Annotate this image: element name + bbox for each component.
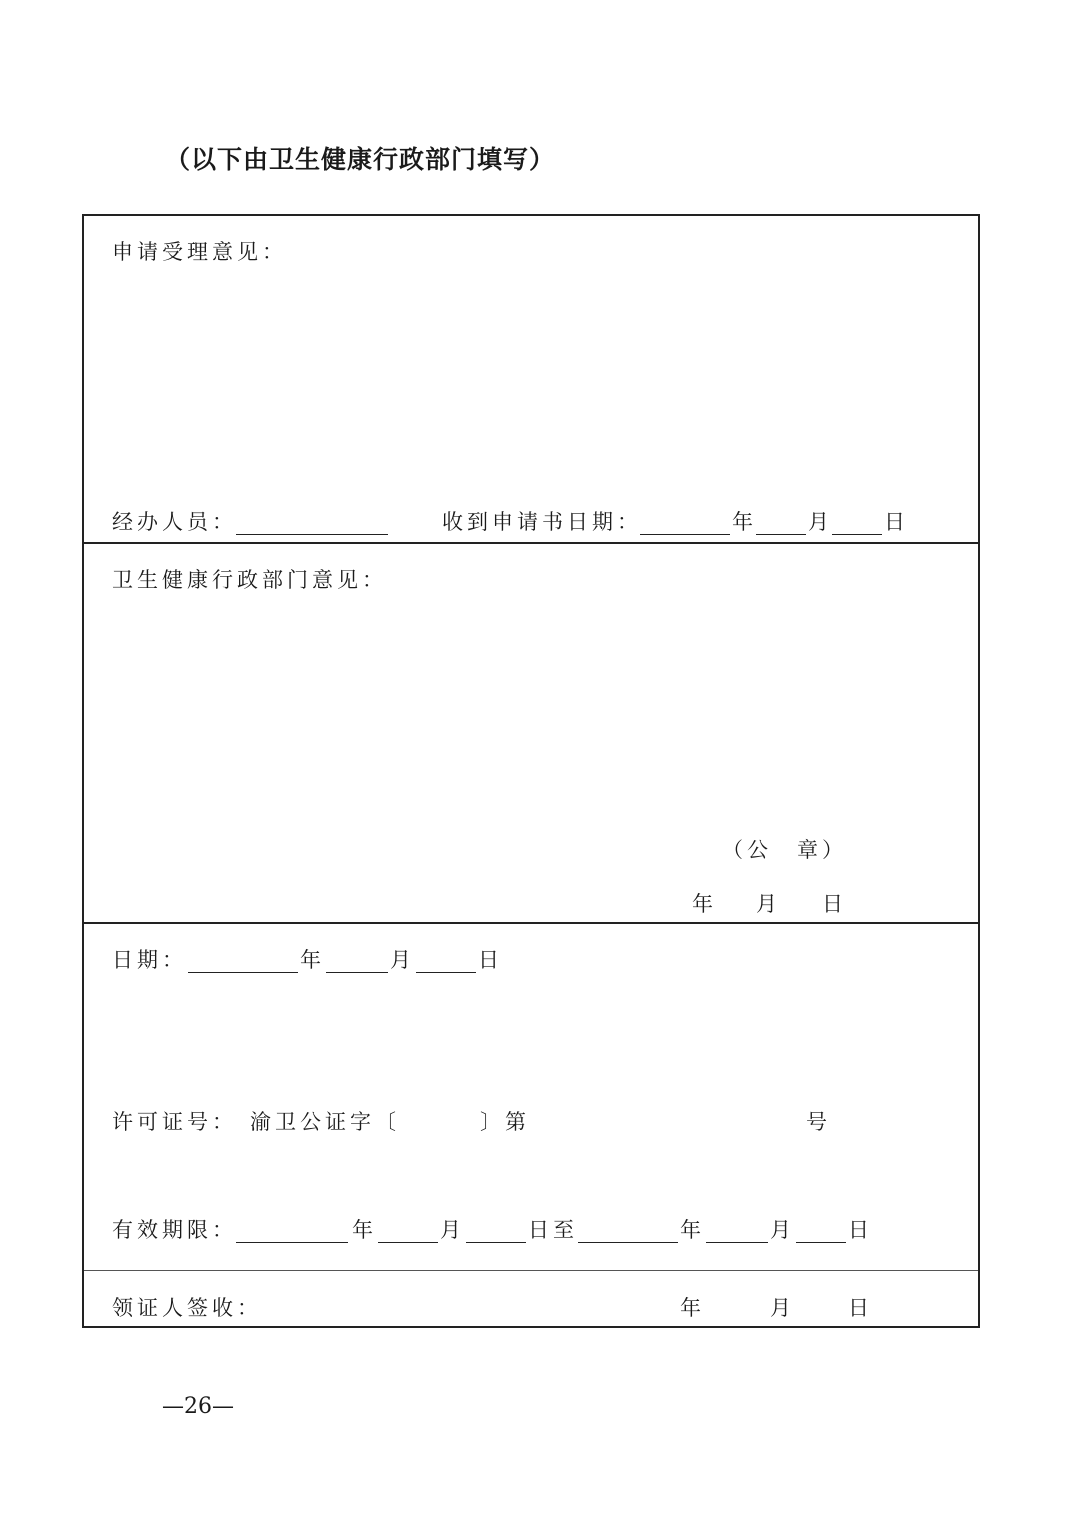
recipient-signature-label: 领证人签收： (112, 1296, 262, 1320)
validity-start-year-blank[interactable] (236, 1242, 348, 1243)
permit-day-blank[interactable] (416, 972, 476, 973)
form-heading: （以下由卫生健康行政部门填写） (165, 145, 556, 174)
permit-year-unit: 年 (300, 948, 325, 972)
receipt-month-unit: 月 (770, 1296, 795, 1320)
department-year-unit: 年 (692, 892, 717, 916)
handler-blank[interactable] (236, 534, 388, 535)
validity-to-label: 日至 (528, 1218, 578, 1242)
received-year-unit: 年 (732, 510, 757, 534)
page-number: —26— (162, 1394, 234, 1419)
received-year-blank[interactable] (640, 534, 730, 535)
permit-month-blank[interactable] (326, 972, 388, 973)
validity-start-day-blank[interactable] (466, 1242, 526, 1243)
license-prefix: 渝卫公证字〔 (250, 1110, 400, 1134)
section-divider (84, 542, 978, 544)
validity-label: 有效期限： (112, 1218, 237, 1242)
received-month-blank[interactable] (756, 534, 806, 535)
license-middle: 〕第 (480, 1110, 530, 1134)
received-date-label: 收到申请书日期： (442, 510, 642, 534)
official-seal-label: （公 章） (722, 838, 847, 862)
received-month-unit: 月 (808, 510, 833, 534)
validity-start-month-blank[interactable] (378, 1242, 438, 1243)
acceptance-opinion-label: 申请受理意见： (112, 240, 287, 264)
department-opinion-label: 卫生健康行政部门意见： (112, 568, 387, 592)
received-day-blank[interactable] (832, 534, 882, 535)
validity-end-month-unit: 月 (770, 1218, 795, 1242)
license-number-label: 许可证号： (112, 1110, 237, 1134)
handler-label: 经办人员： (112, 510, 237, 534)
validity-start-month-unit: 月 (440, 1218, 465, 1242)
approval-form-table (82, 214, 980, 1328)
validity-end-year-unit: 年 (680, 1218, 705, 1242)
validity-end-month-blank[interactable] (706, 1242, 768, 1243)
department-day-unit: 日 (822, 892, 847, 916)
permit-year-blank[interactable] (188, 972, 298, 973)
validity-end-day-unit: 日 (848, 1218, 873, 1242)
receipt-day-unit: 日 (848, 1296, 873, 1320)
received-day-unit: 日 (884, 510, 909, 534)
department-month-unit: 月 (756, 892, 781, 916)
validity-end-day-blank[interactable] (796, 1242, 846, 1243)
receipt-year-unit: 年 (680, 1296, 705, 1320)
section-divider (84, 922, 978, 924)
permit-month-unit: 月 (390, 948, 415, 972)
permit-date-label: 日期： (112, 948, 187, 972)
license-suffix: 号 (806, 1110, 831, 1134)
permit-day-unit: 日 (478, 948, 503, 972)
validity-start-year-unit: 年 (352, 1218, 377, 1242)
section-divider (84, 1270, 978, 1271)
validity-end-year-blank[interactable] (578, 1242, 678, 1243)
